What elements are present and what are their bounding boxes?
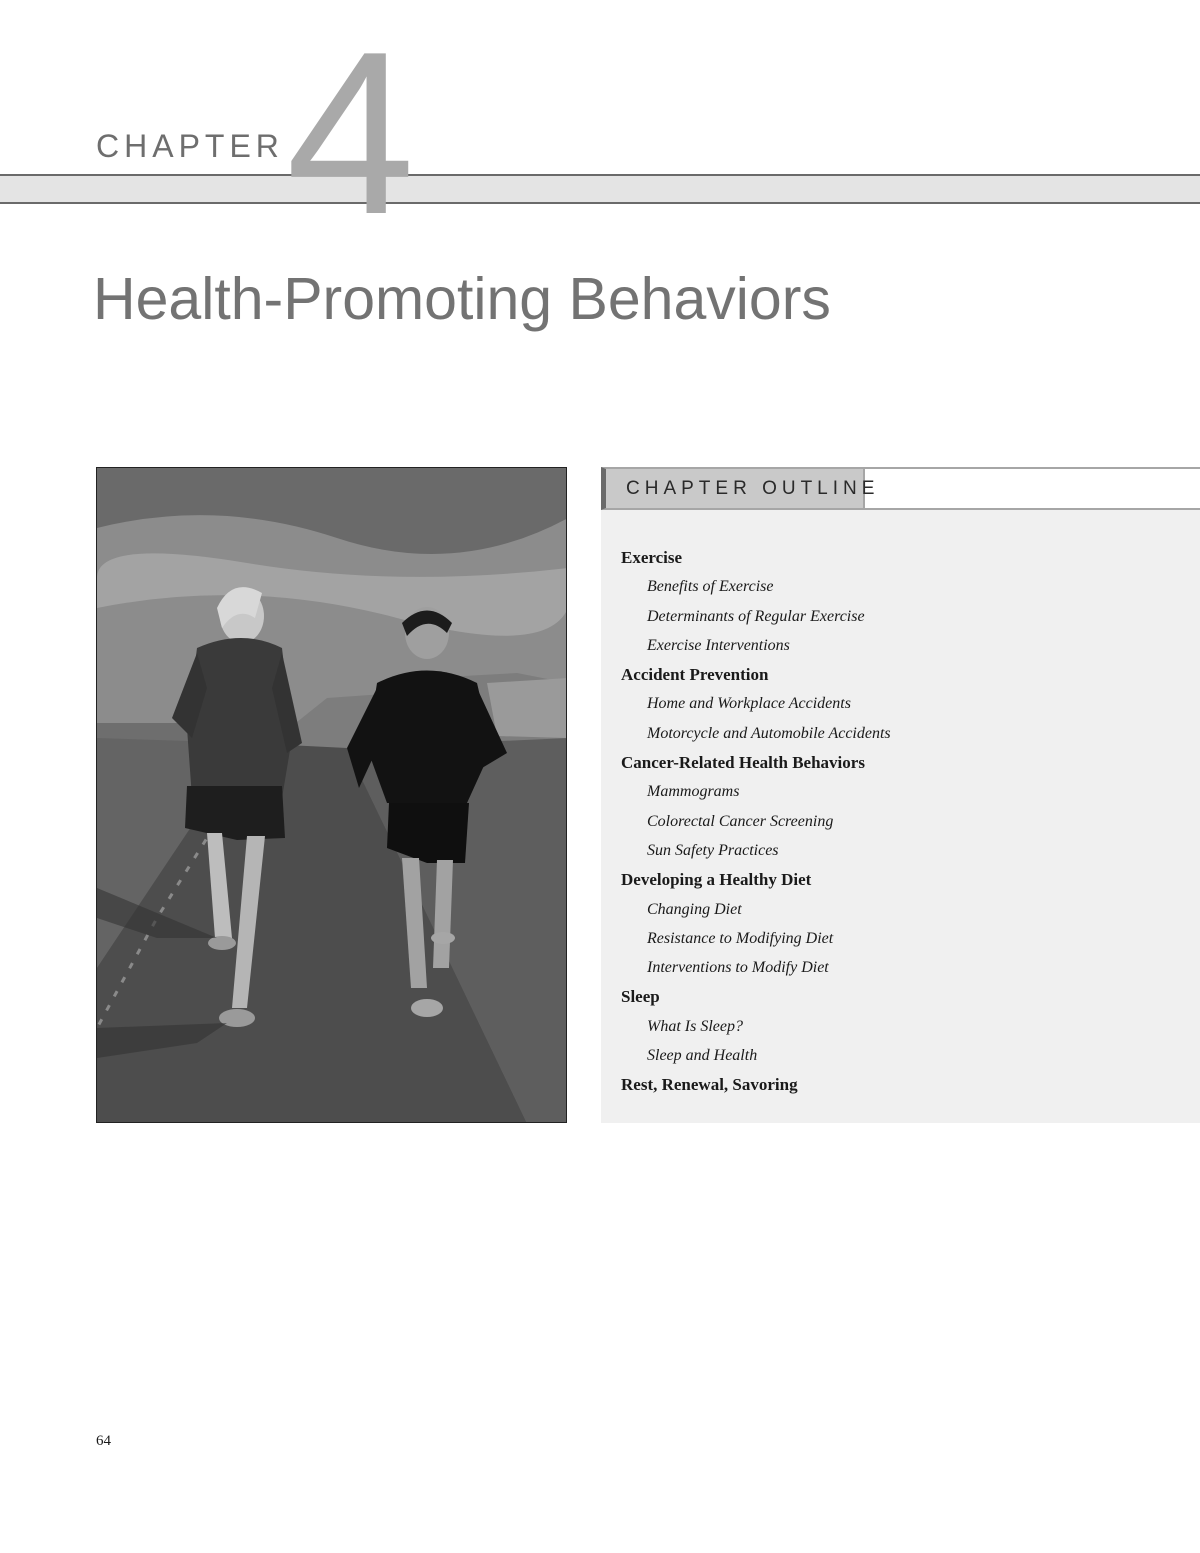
outline-subsection: Sun Safety Practices — [647, 841, 779, 859]
outline-subsection: Resistance to Modifying Diet — [647, 929, 834, 947]
outline-section: Sleep — [621, 987, 660, 1007]
outline-subsection: Sleep and Health — [647, 1047, 758, 1065]
outline-subsection: Interventions to Modify Diet — [647, 959, 829, 977]
outline-subsection: Exercise Interventions — [647, 636, 790, 654]
chapter-band — [0, 174, 1200, 204]
page-number: 64 — [96, 1433, 111, 1449]
outline-section: Cancer-Related Health Behaviors — [621, 753, 865, 773]
outline-section: Accident Prevention — [621, 665, 769, 685]
outline-list — [621, 545, 1181, 1102]
chapter-label: CHAPTER — [96, 128, 284, 164]
outline-subsection: Motorcycle and Automobile Accidents — [647, 724, 891, 742]
outline-section: Rest, Renewal, Savoring — [621, 1075, 798, 1095]
outline-subsection: Home and Workplace Accidents — [647, 695, 851, 713]
outline-section: Developing a Healthy Diet — [621, 870, 812, 890]
outline-subsection: Colorectal Cancer Screening — [647, 812, 834, 830]
outline-subsection: Determinants of Regular Exercise — [647, 607, 865, 625]
page-title: Health-Promoting Behaviors — [93, 266, 831, 332]
photo-illustration — [97, 468, 567, 1123]
outline-subsection: Benefits of Exercise — [647, 578, 774, 596]
chapter-number: 4 — [286, 4, 416, 263]
outline-section: Exercise — [621, 548, 683, 567]
outline-subsection: What Is Sleep? — [647, 1017, 743, 1035]
outline-heading: CHAPTER OUTLINE — [626, 478, 880, 499]
two-women-jogging-photo — [96, 467, 567, 1123]
outline-subsection: Mammograms — [647, 783, 740, 801]
outline-subsection: Changing Diet — [647, 900, 742, 918]
